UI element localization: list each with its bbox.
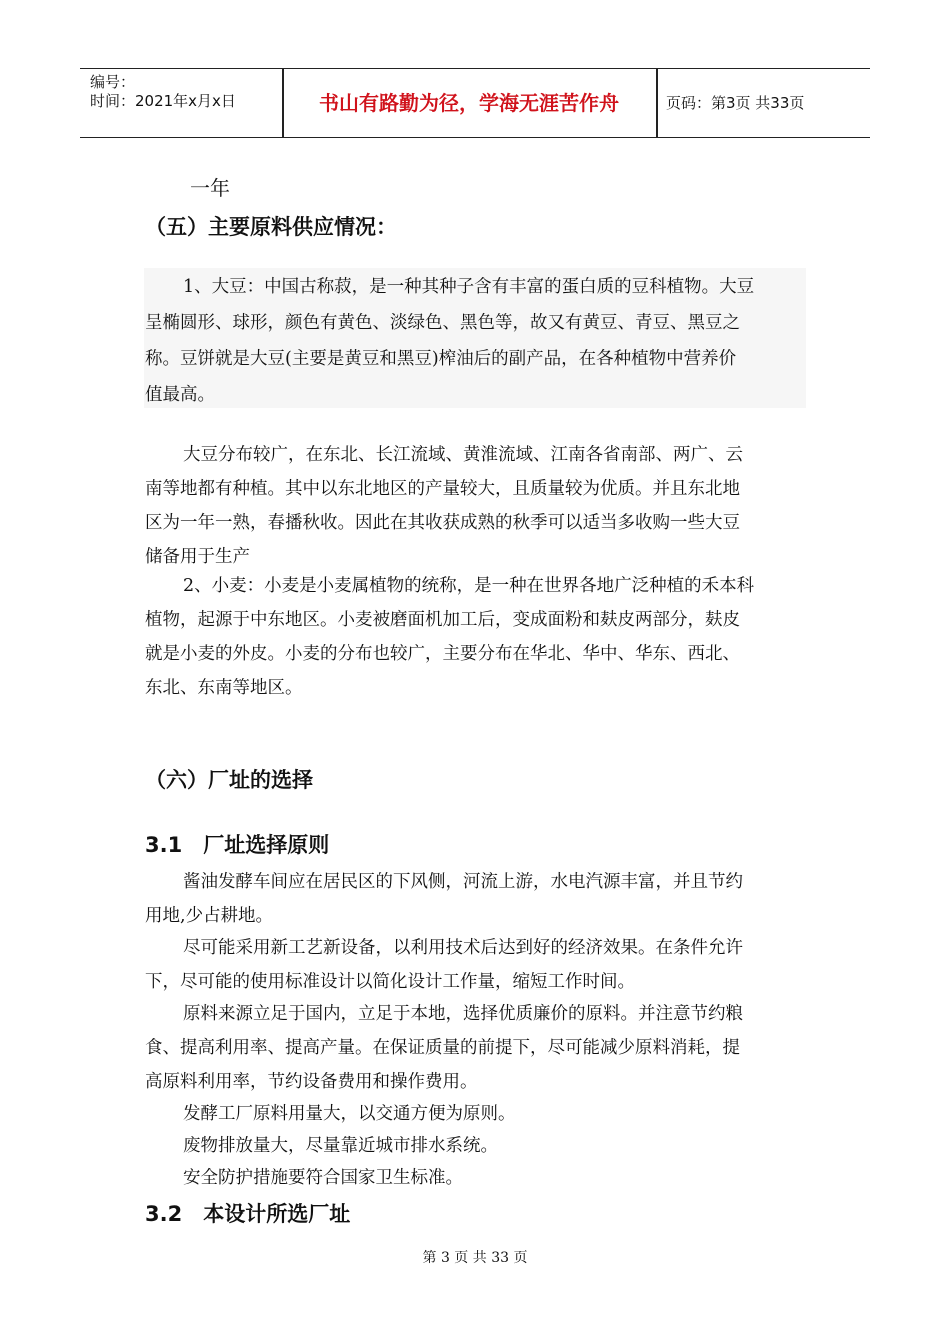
principle-line: 发酵工厂原料用量大，以交通方便为原则。 — [183, 1104, 516, 1124]
soy-line: 1、大豆：中国古称菽，是一种其种子含有丰富的蛋白质的豆科植物。大豆 — [183, 277, 755, 297]
carryover-text: 一年 — [190, 176, 230, 200]
section-6-title: （六）厂址的选择 — [145, 768, 313, 792]
principle-line: 原料来源立足于国内，立足于本地，选择优质廉价的原料。并注意节约粮 — [183, 1004, 743, 1024]
wheat-line: 就是小麦的外皮。小麦的分布也较广，主要分布在华北、华中、华东、西北、 — [145, 644, 740, 664]
soy-line: 呈椭圆形、球形，颜色有黄色、淡绿色、黑色等，故又有黄豆、青豆、黑豆之 — [145, 313, 740, 333]
page-header — [80, 68, 870, 138]
wheat-line: 2、小麦：小麦是小麦属植物的统称，是一种在世界各地广泛种植的禾本科 — [183, 576, 755, 596]
principle-line: 废物排放量大，尽量靠近城市排水系统。 — [183, 1136, 498, 1156]
principle-line: 酱油发酵车间应在居民区的下风侧，河流上游，水电汽源丰富，并且节约 — [183, 872, 743, 892]
time-label: 时间：2021年x月x日 — [90, 92, 236, 110]
header-page-info: 页码：第3页 共33页 — [666, 94, 805, 112]
page-footer: 第 3 页 共 33 页 — [422, 1250, 528, 1266]
principle-line: 下，尽可能的使用标准设计以简化设计工作量，缩短工作时间。 — [145, 972, 635, 992]
section-5-title: （五）主要原料供应情况： — [145, 215, 397, 239]
section-3-2-title: 3.2 本设计所选厂址 — [145, 1202, 351, 1226]
distribution-line: 大豆分布较广，在东北、长江流域、黄淮流域、江南各省南部、两广、云 — [183, 445, 743, 465]
distribution-line: 南等地都有种植。其中以东北地区的产量较大，且质量较为优质。并且东北地 — [145, 479, 740, 499]
header-motto: 书山有路勤为径，学海无涯苦作舟 — [319, 91, 619, 115]
principle-line: 高原料利用率，节约设备费用和操作费用。 — [145, 1072, 478, 1092]
header-divider — [656, 69, 658, 137]
soy-line: 称。豆饼就是大豆(主要是黄豆和黑豆)榨油后的副产品，在各种植物中营养价 — [145, 349, 737, 369]
number-label: 编号： — [90, 73, 136, 91]
principle-line: 安全防护措施要符合国家卫生标准。 — [183, 1168, 463, 1188]
wheat-line: 东北、东南等地区。 — [145, 678, 303, 698]
distribution-line: 储备用于生产 — [145, 547, 250, 567]
principle-line: 食、提高利用率、提高产量。在保证质量的前提下，尽可能减少原料消耗，提 — [145, 1038, 740, 1058]
soy-line: 值最高。 — [145, 385, 215, 405]
principle-line: 用地,少占耕地。 — [145, 906, 274, 926]
section-3-1-title: 3.1 厂址选择原则 — [145, 833, 330, 857]
header-info-cell — [80, 69, 282, 137]
distribution-line: 区为一年一熟，春播秋收。因此在其收获成熟的秋季可以适当多收购一些大豆 — [145, 513, 740, 533]
wheat-line: 植物，起源于中东地区。小麦被磨面机加工后，变成面粉和麸皮两部分，麸皮 — [145, 610, 740, 630]
principle-line: 尽可能采用新工艺新设备，以利用技术后达到好的经济效果。在条件允许 — [183, 938, 743, 958]
